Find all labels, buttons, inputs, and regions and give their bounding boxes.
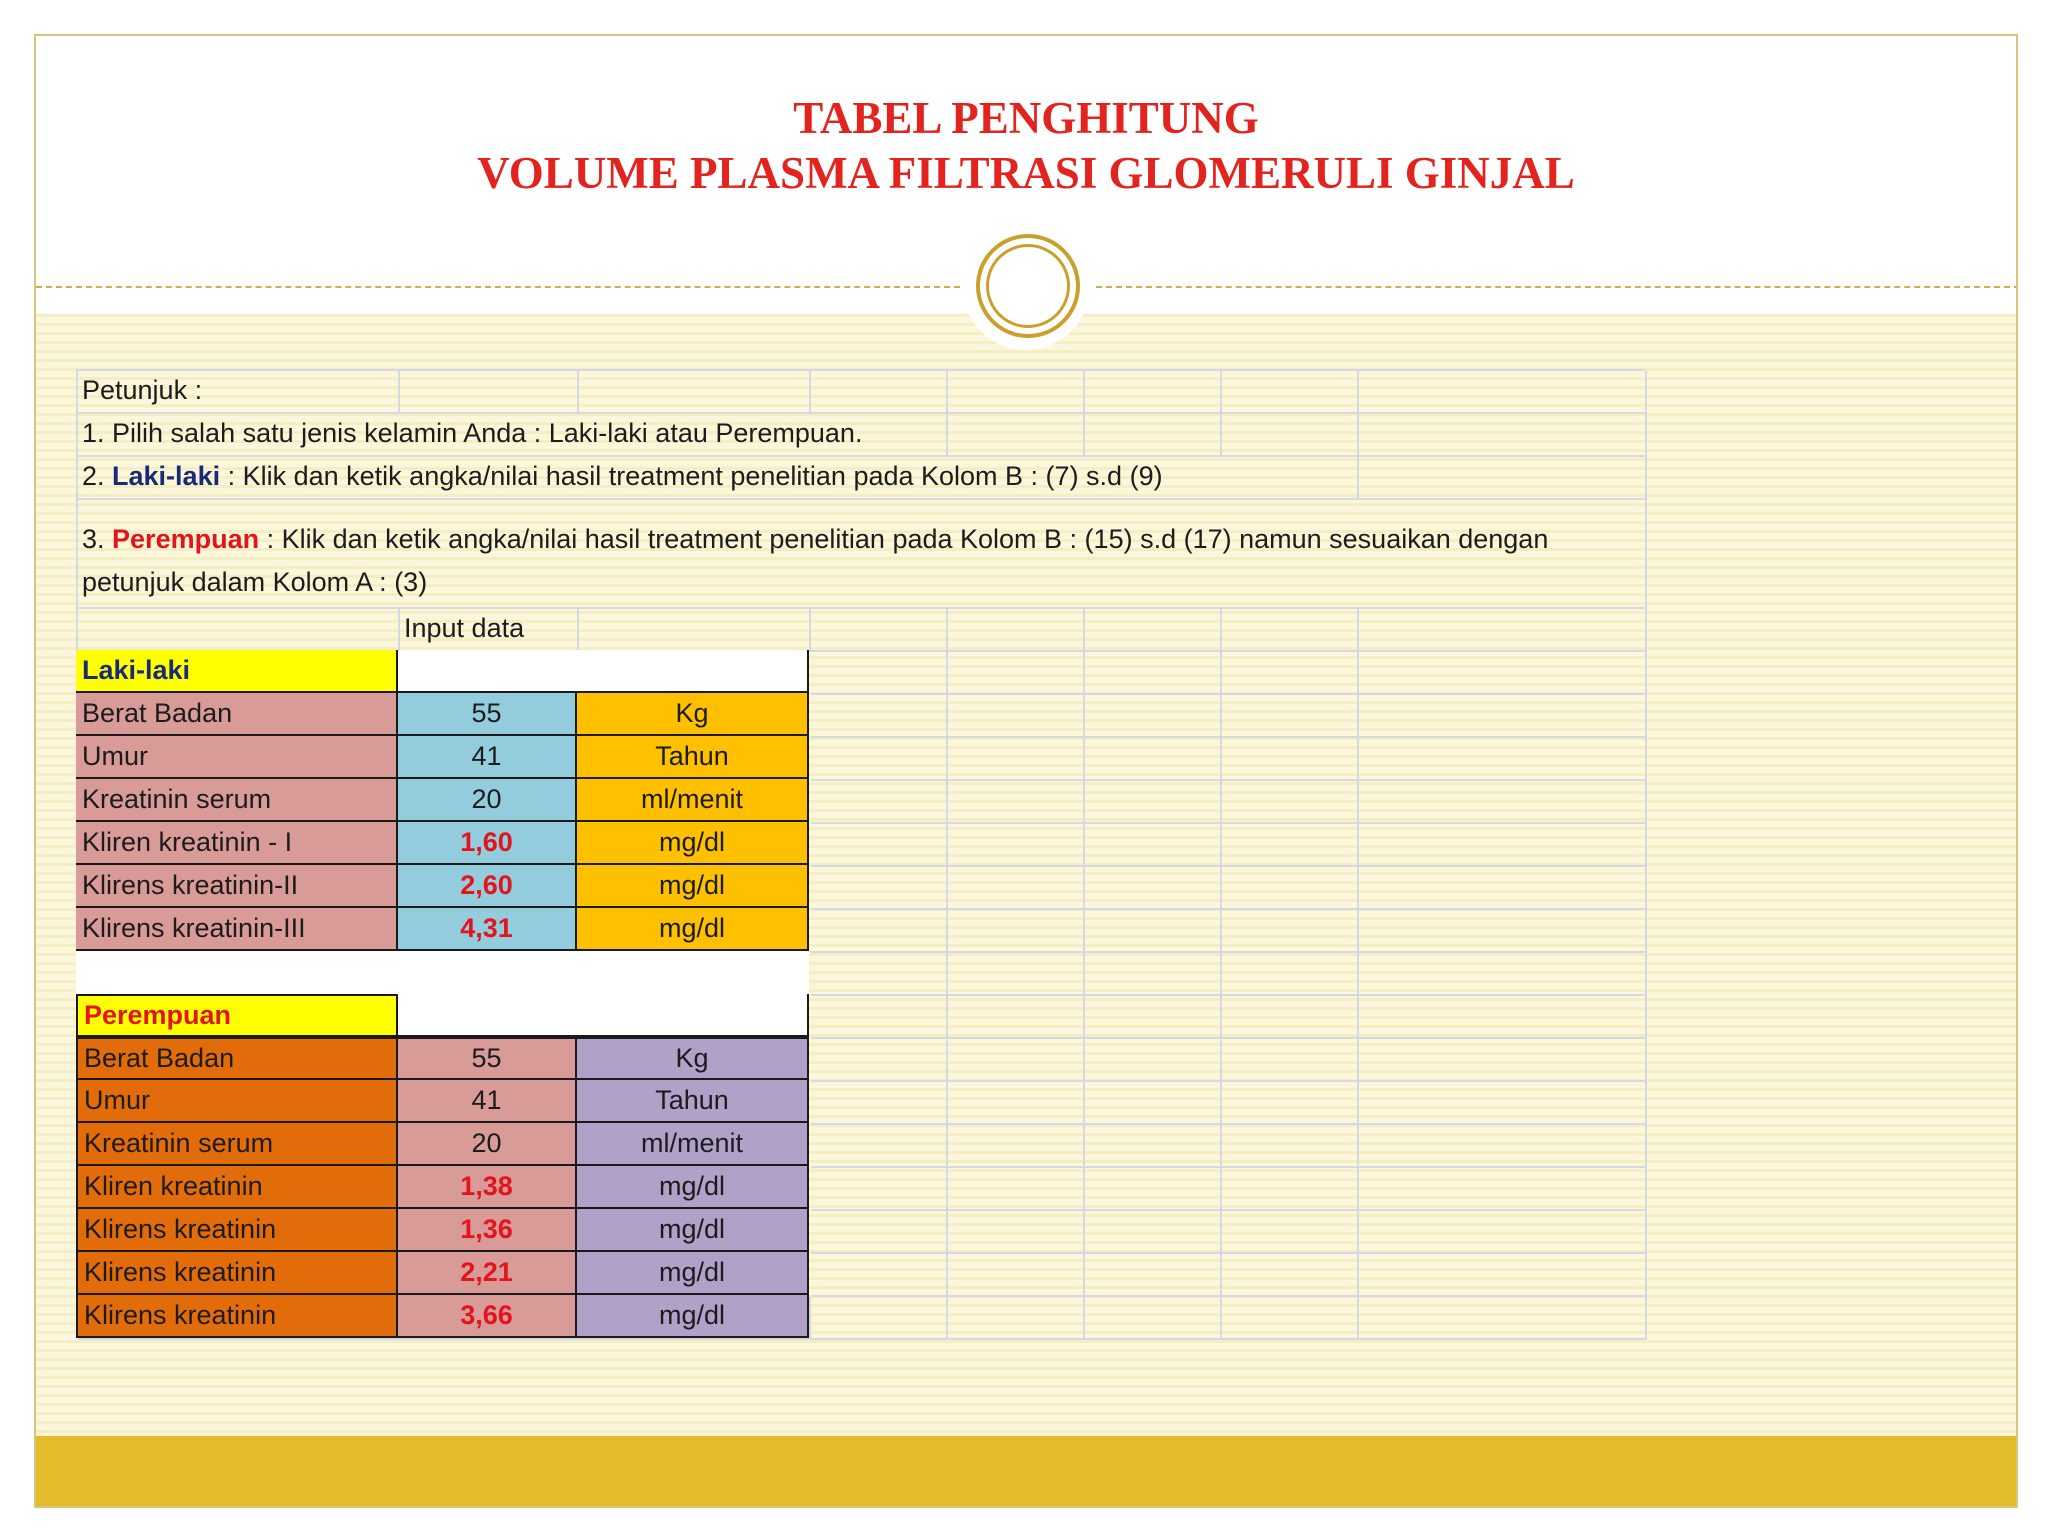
male-row-label: Klirens kreatinin-II — [76, 865, 398, 908]
male-row-unit: mg/dl — [577, 865, 809, 908]
instruction-3-text: : Klik dan ketik angka/nilai hasil treatment penelitian pada Kolom B : (15) s.d (17) namun sesuaikan dengan petunjuk dalam Kolom A : (3) — [82, 524, 1549, 597]
male-row-label: Kreatinin serum — [76, 779, 398, 822]
male-age-input[interactable]: 41 — [398, 736, 577, 779]
female-clearance-value: 1,36 — [398, 1209, 577, 1252]
instruction-2-text: : Klik dan ketik angka/nilai hasil treatment penelitian pada Kolom B : (7) s.d (9) — [220, 461, 1163, 491]
male-row-label: Umur — [76, 736, 398, 779]
female-row-label: Kliren kreatinin — [76, 1166, 398, 1209]
female-row-label: Kreatinin serum — [76, 1123, 398, 1166]
male-row-unit: ml/menit — [577, 779, 809, 822]
spreadsheet — [76, 369, 1645, 1338]
footer-bar — [36, 1436, 2016, 1508]
female-header-blank — [398, 994, 809, 1037]
ornament-inner-ring-icon — [986, 244, 1070, 328]
male-row-unit: Kg — [577, 693, 809, 736]
instruction-3-keyword: Perempuan — [112, 524, 260, 554]
title-line-1: TABEL PENGHITUNG — [793, 93, 1259, 143]
instruction-3 — [76, 498, 1645, 607]
instruction-3-prefix: 3. — [82, 524, 113, 554]
female-row-unit: Tahun — [577, 1080, 809, 1123]
male-row-label: Berat Badan — [76, 693, 398, 736]
female-row-unit: mg/dl — [577, 1252, 809, 1295]
divider-right — [1096, 286, 2018, 288]
title-line-2: VOLUME PLASMA FILTRASI GLOMERULI GINJAL — [477, 148, 1575, 198]
female-age-input[interactable]: 41 — [398, 1080, 577, 1123]
female-row-unit: mg/dl — [577, 1166, 809, 1209]
male-row-unit: mg/dl — [577, 908, 809, 951]
female-row-label: Klirens kreatinin — [76, 1209, 398, 1252]
male-row-unit: mg/dl — [577, 822, 809, 865]
instruction-2-keyword: Laki-laki — [112, 461, 221, 491]
female-row-unit: Kg — [577, 1037, 809, 1080]
male-weight-input[interactable]: 55 — [398, 693, 577, 736]
female-clearance-value: 3,66 — [398, 1295, 577, 1338]
slide-title — [36, 91, 2016, 201]
instruction-2-prefix: 2. — [82, 461, 113, 491]
instruction-2 — [76, 455, 1357, 498]
male-clearance-value: 1,60 — [398, 822, 577, 865]
male-section-label: Laki-laki — [76, 650, 398, 693]
male-row-label: Kliren kreatinin - I — [76, 822, 398, 865]
female-row-label: Klirens kreatinin — [76, 1295, 398, 1338]
female-clearance-value: 2,21 — [398, 1252, 577, 1295]
input-data-header: Input data — [404, 613, 525, 643]
female-row-label: Umur — [76, 1080, 398, 1123]
divider-left — [36, 286, 960, 288]
male-creatinine-input[interactable]: 20 — [398, 779, 577, 822]
male-clearance-value: 2,60 — [398, 865, 577, 908]
male-row-unit: Tahun — [577, 736, 809, 779]
instructions-heading: Petunjuk : — [82, 375, 203, 405]
female-row-label: Klirens kreatinin — [76, 1252, 398, 1295]
female-weight-input[interactable]: 55 — [398, 1037, 577, 1080]
female-section-label: Perempuan — [76, 994, 398, 1037]
instruction-1: 1. Pilih salah satu jenis kelamin Anda : Laki-laki atau Perempuan. — [82, 418, 863, 448]
female-row-unit: mg/dl — [577, 1295, 809, 1338]
female-row-unit: mg/dl — [577, 1209, 809, 1252]
slide-frame — [34, 34, 2018, 1508]
female-creatinine-input[interactable]: 20 — [398, 1123, 577, 1166]
male-clearance-value: 4,31 — [398, 908, 577, 951]
male-row-label: Klirens kreatinin-III — [76, 908, 398, 951]
female-clearance-value: 1,38 — [398, 1166, 577, 1209]
female-row-label: Berat Badan — [76, 1037, 398, 1080]
spacer-row — [76, 951, 809, 994]
male-header-blank — [398, 650, 809, 693]
female-row-unit: ml/menit — [577, 1123, 809, 1166]
